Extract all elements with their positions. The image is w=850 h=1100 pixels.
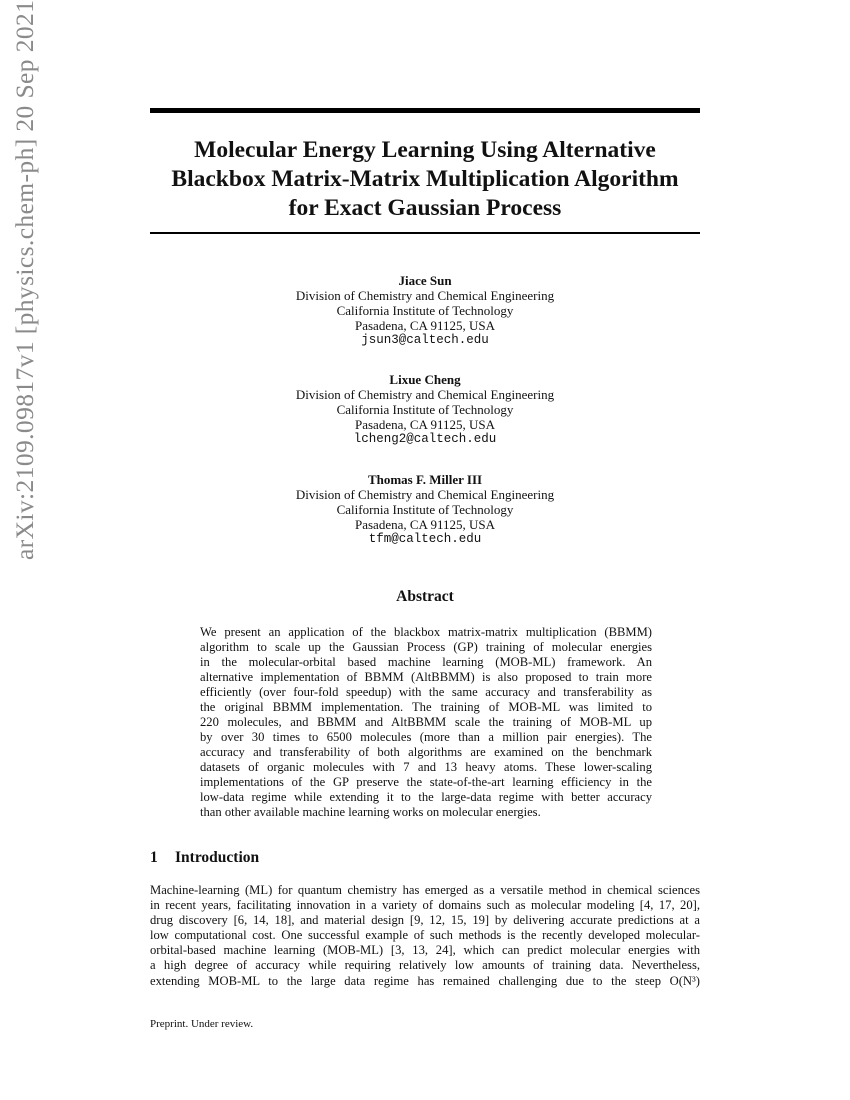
author-email: tfm@caltech.edu — [368, 532, 482, 547]
author-name: Thomas F. Miller III — [367, 472, 483, 487]
abstract-line: low-data regime while extending it to the large-data regime with better accuracy — [200, 790, 652, 804]
author-department: Division of Chemistry and Chemical Engineering — [295, 387, 555, 403]
author-address: Pasadena, CA 91125, USA — [355, 517, 495, 533]
abstract-line: in the molecular-orbital based machine learning (MOB-ML) framework. An — [200, 655, 652, 669]
intro-line: extending MOB-ML to the large data regime has remained challenging due to the steep O(N³) — [150, 973, 700, 988]
introduction-paragraph — [150, 883, 700, 989]
abstract-line: implementations of the GP preserve the state-of-the-art learning efficiency in the — [200, 775, 652, 789]
abstract-line: efficiently (over four-fold speedup) with the same accuracy and transferability as — [200, 685, 652, 699]
abstract-line: alternative implementation of BBMM (AltBBMM) is also proposed to train more — [200, 670, 652, 684]
abstract-line: accuracy and transferability of both algorithms are examined on the benchmark — [200, 745, 652, 759]
author-block — [150, 372, 700, 447]
preprint-footer: Preprint. Under review. — [150, 1018, 254, 1030]
author-department: Division of Chemistry and Chemical Engineering — [295, 288, 555, 304]
author-block — [150, 273, 700, 348]
abstract-line: the original BBMM implementation. The training of MOB-ML was limited to — [200, 700, 652, 714]
intro-line: drug discovery [6, 14, 18], and material design [9, 12, 15, 19] by delivering accurate predictions at a — [150, 913, 700, 928]
abstract-body — [200, 625, 652, 820]
author-address: Pasadena, CA 91125, USA — [355, 318, 495, 334]
title-line: Blackbox Matrix-Matrix Multiplication Algorithm — [171, 166, 679, 192]
intro-line: orbital-based machine learning (MOB-ML) [3, 13, 24], which can predict molecular energies with — [150, 943, 700, 958]
author-institution: California Institute of Technology — [336, 402, 514, 418]
author-name: Jiace Sun — [398, 273, 452, 288]
author-email: jsun3@caltech.edu — [361, 333, 489, 348]
title-line: for Exact Gaussian Process — [288, 195, 562, 221]
abstract-line: algorithm to scale up the Gaussian Process (GP) training of molecular energies — [200, 640, 652, 654]
section-title: Introduction — [175, 849, 260, 866]
intro-line: in recent years, facilitating innovation in a variety of domains such as molecular modeling [4, 17, 20], — [150, 898, 700, 913]
intro-line: low computational cost. One successful example of such methods is the recently developed molecular- — [150, 928, 700, 943]
abstract-heading: Abstract — [396, 588, 454, 605]
abstract-line: 220 molecules, and BBMM and AltBBMM scale the training of MOB-ML up — [200, 715, 652, 729]
intro-line: Machine-learning (ML) for quantum chemistry has emerged as a versatile method in chemical sciences — [150, 883, 700, 897]
intro-line: a high degree of accuracy while requiring relatively low amounts of training data. Nevertheless, — [150, 958, 700, 973]
paper-title — [150, 136, 700, 223]
section-number: 1 — [150, 849, 158, 866]
author-block — [150, 472, 700, 547]
author-department: Division of Chemistry and Chemical Engineering — [295, 487, 555, 503]
arxiv-identifier-stamp: arXiv:2109.09817v1 [physics.chem-ph] 20 Sep 2021 — [10, 0, 39, 560]
author-name: Lixue Cheng — [389, 372, 461, 387]
section-heading — [150, 849, 259, 867]
abstract-line: than other available machine learning works on molecular energies. — [200, 805, 541, 819]
author-address: Pasadena, CA 91125, USA — [355, 417, 495, 433]
title-bottom-rule — [150, 232, 700, 234]
author-institution: California Institute of Technology — [336, 303, 514, 319]
abstract-line: datasets of organic molecules with 7 and 13 heavy atoms. These lower-scaling — [200, 760, 652, 774]
author-email: lcheng2@caltech.edu — [353, 432, 497, 447]
title-line: Molecular Energy Learning Using Alternative — [194, 137, 656, 163]
title-top-rule — [150, 108, 700, 113]
abstract-line: We present an application of the blackbox matrix-matrix multiplication (BBMM) — [200, 625, 652, 639]
author-institution: California Institute of Technology — [336, 502, 514, 518]
abstract-line: by over 30 times to 6500 molecules (more than a million pair energies). The — [200, 730, 652, 744]
